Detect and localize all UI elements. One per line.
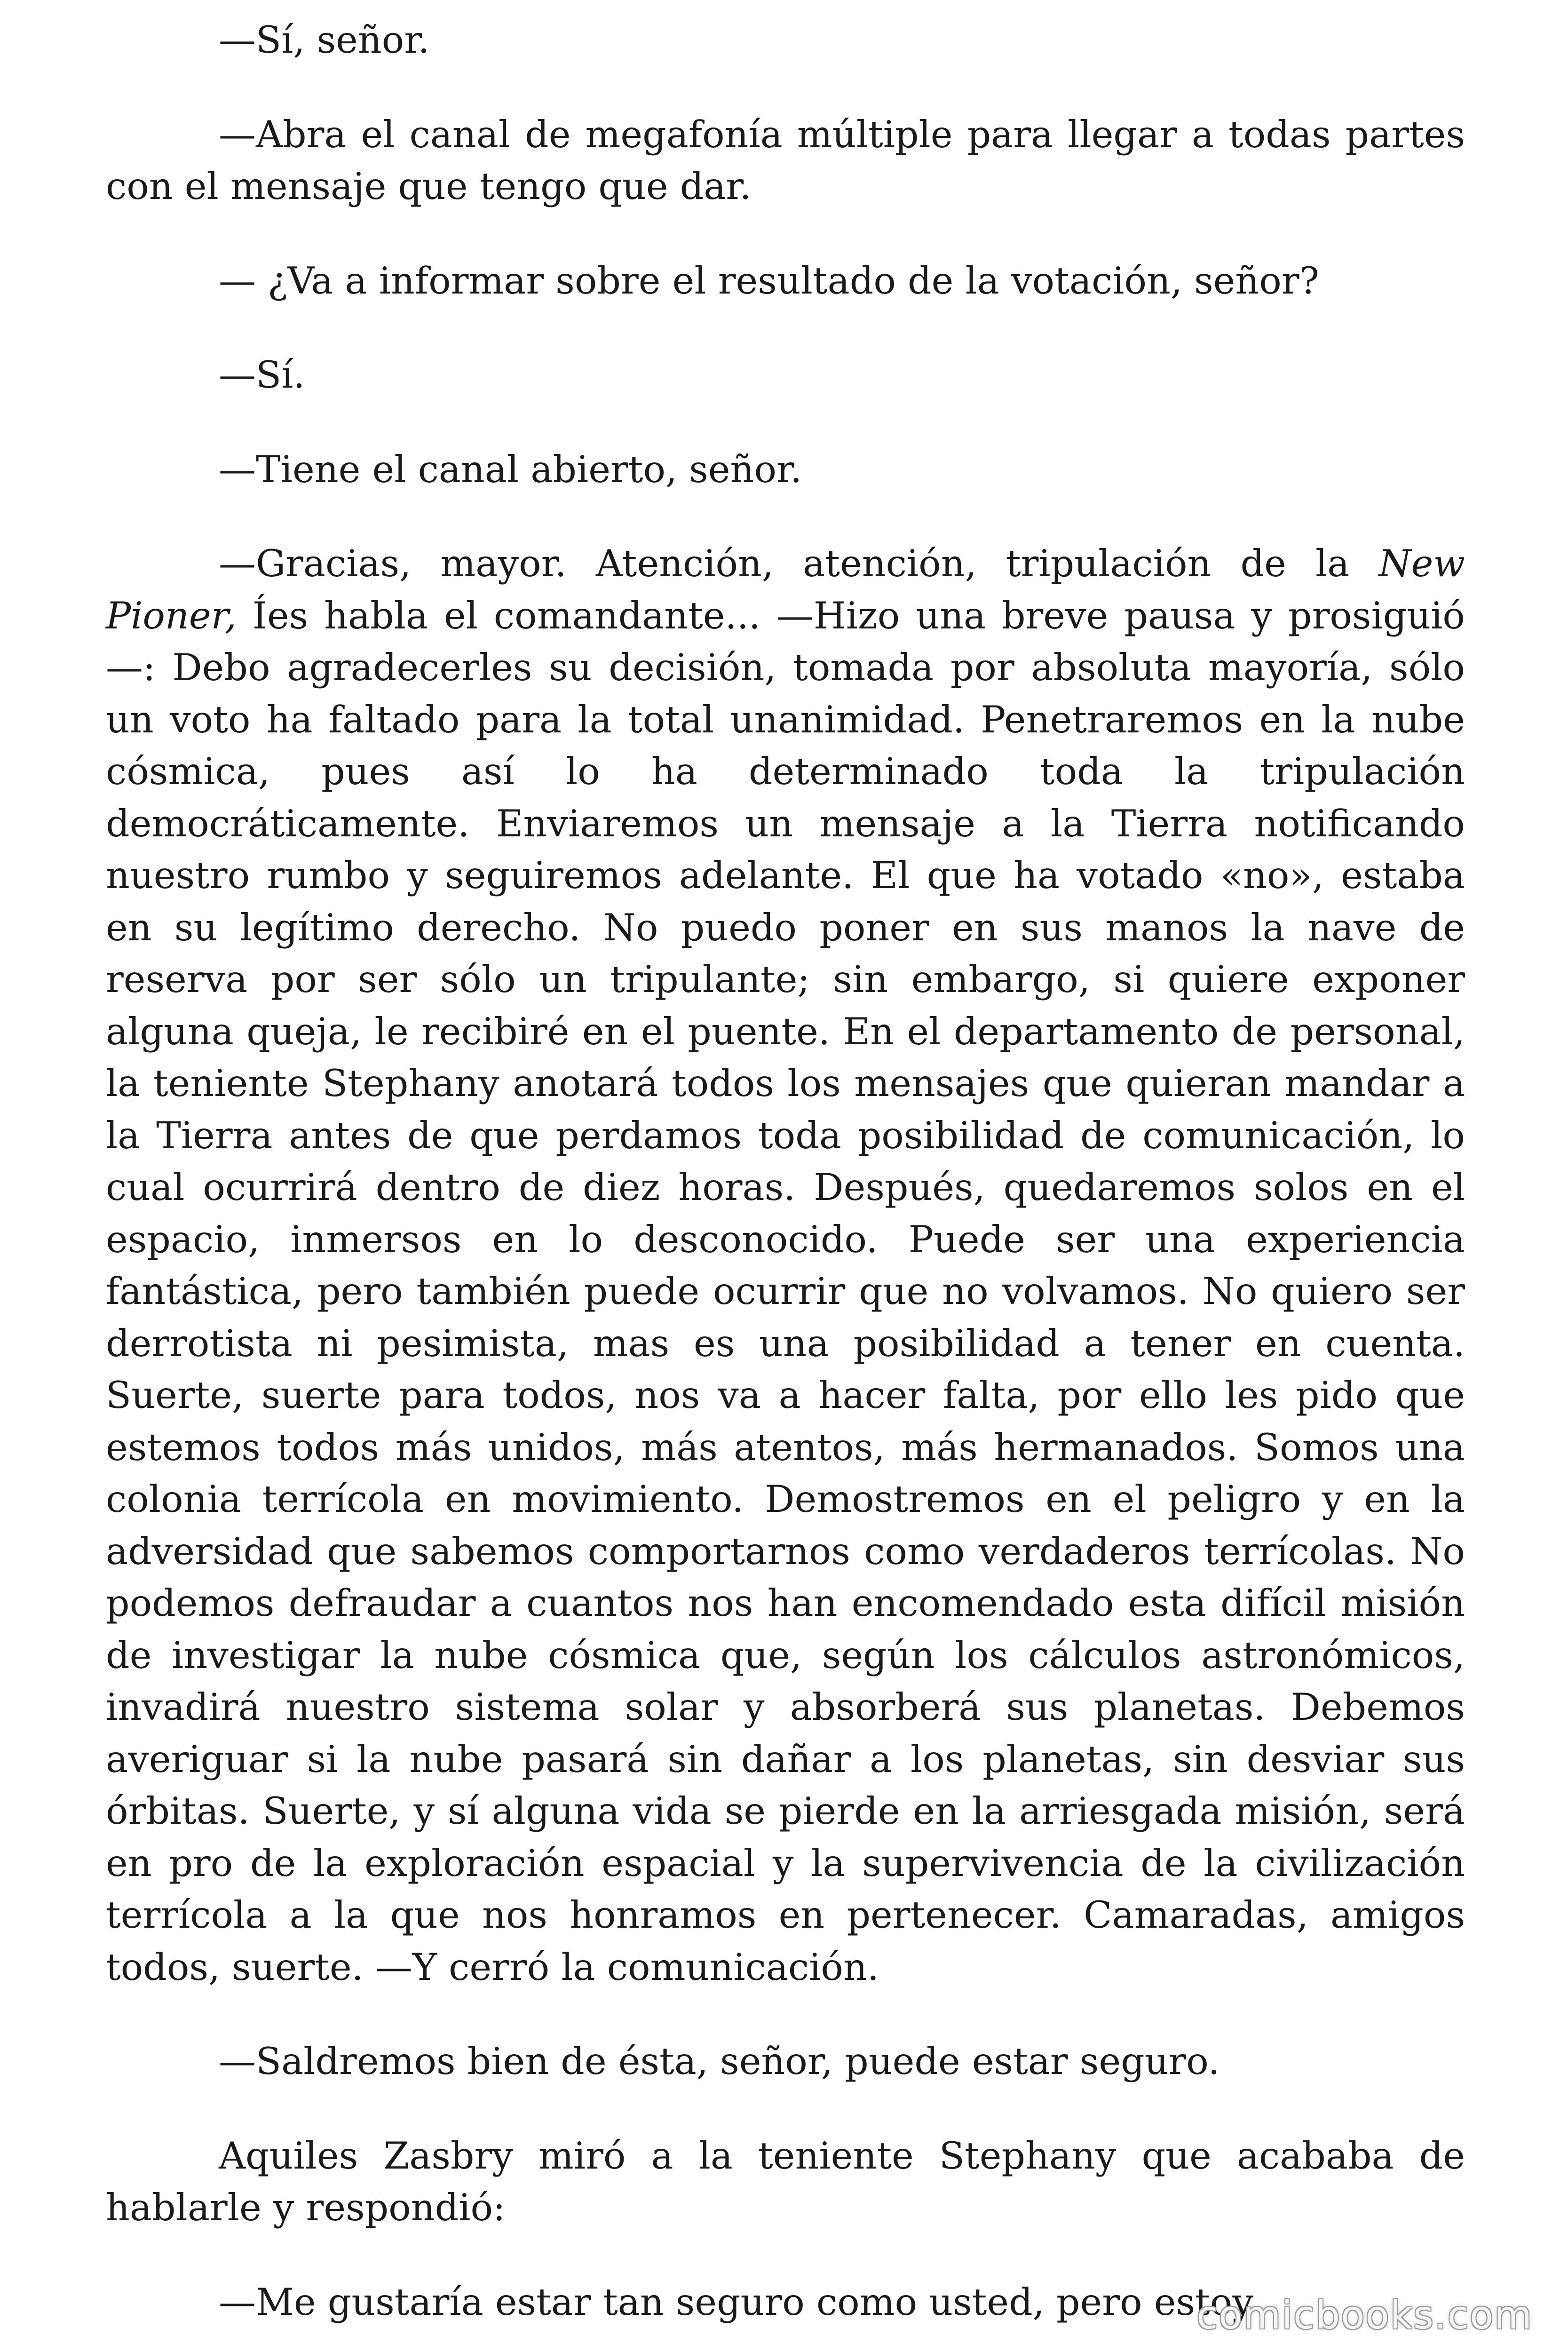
paragraph-5: —Tiene el canal abierto, señor. bbox=[219, 447, 802, 491]
ship-name: New Pioner, bbox=[106, 542, 1465, 637]
paragraph-6-body: Íes habla el comandante... —Hizo una breve pausa y prosiguió —: Debo agradecerles su decisión, tomada por absoluta mayoría, sólo un voto ha faltado para la total unanimidad. Penetraremos en la nube cósmica, pues así lo ha determinado toda la tripulación democráticamente. Enviaremos un mensaje a la Tierra notificando nuestro rumbo y seguiremos adelante. El que ha votado «no», estaba en su legítimo derecho. No puedo poner en sus manos la nave de reserva por ser sólo un tripulante; sin embargo, si quiere exponer alguna queja, le recibiré en el puente. En el departamento de personal, la teniente Stephany anotará todos los mensajes que quieran mandar a la Tierra antes de que perdamos toda posibilidad de comunicación, lo cual ocurrirá dentro de diez horas. Después, quedaremos solos en el espacio, inmersos en lo desconocido. Puede ser una experiencia fantástica, pero también puede ocurrir que no volvamos. No quiero ser derrotista ni pesimista, mas es una posibilidad a tener en cuenta. Suerte, suerte para todos, nos va a hacer falta, por ello les pido que estemos todos más unidos, más atentos, más hermanados. Somos una colonia terrícola en movimiento. Demostremos en el peligro y en la adversidad que sabemos comportarnos como verdaderos terrícolas. No podemos defraudar a cuantos nos han encomendado esta difícil misión de investigar la nube cósmica que, según los cálculos astronómicos, invadirá nuestro sistema solar y absorberá sus planetas. Debemos averiguar si la nube pasará sin dañar a los planetas, sin desviar sus órbitas. Suerte, y sí alguna vida se pierde en la arriesgada misión, será en pro de la exploración espacial y la supervivencia de la civilización terrícola a la que nos honramos en pertenecer. Camaradas, amigos todos, suerte. —Y cerró la comunicación. bbox=[106, 594, 1465, 1989]
paragraph-9: —Me gustaría estar tan seguro como usted, pero estoy bbox=[219, 2280, 1253, 2324]
paragraph-7: —Saldremos bien de ésta, señor, puede estar seguro. bbox=[219, 2040, 1220, 2083]
paragraph-3: — ¿Va a informar sobre el resultado de la votación, señor? bbox=[219, 259, 1319, 302]
paragraph-1: —Sí, señor. bbox=[219, 18, 430, 62]
paragraph-6-lead: —Gracias, mayor. Atención, atención, tripulación de la bbox=[219, 542, 1379, 585]
watermark-logo: comicbooks.com bbox=[1196, 2293, 1533, 2338]
paragraph-4: —Sí. bbox=[219, 353, 305, 397]
paragraph-8: Aquiles Zasbry miró a la teniente Stephany que acababa de hablarle y respondió: bbox=[106, 2134, 1465, 2229]
document-body bbox=[106, 14, 1465, 2328]
paragraph-6 bbox=[106, 538, 1465, 1993]
paragraph-2: —Abra el canal de megafonía múltiple para llegar a todas partes con el mensaje que tengo que dar. bbox=[106, 112, 1465, 208]
